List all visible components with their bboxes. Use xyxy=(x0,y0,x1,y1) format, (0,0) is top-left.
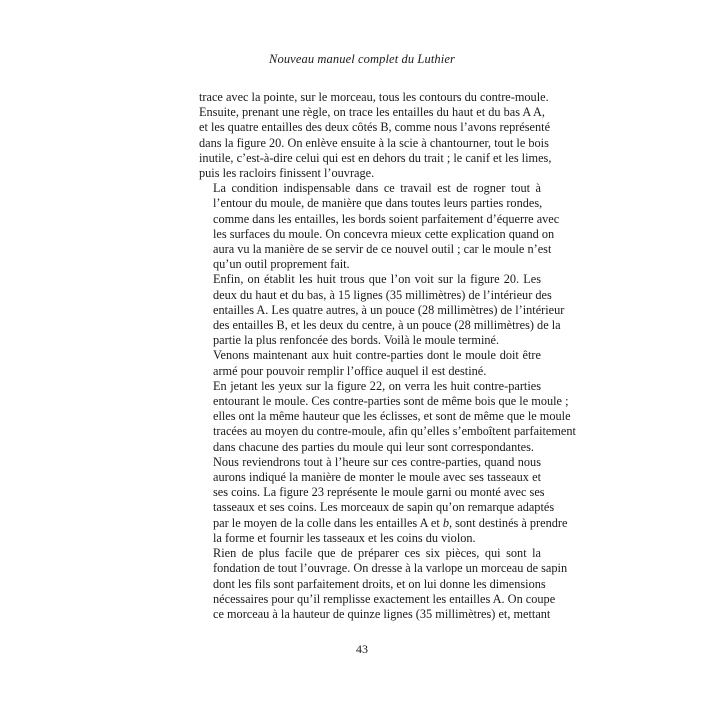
text-line: nécessaires pour qu’il remplisse exactement les entailles A. On coupe xyxy=(213,591,556,606)
paragraph xyxy=(199,546,568,622)
text-line: les surfaces du moule. On concevra mieux cette explication quand on xyxy=(213,226,555,241)
text-line: des entailles B, et les deux du centre, à un pouce (28 millimètres) de la xyxy=(213,318,561,333)
page-number: 43 xyxy=(356,642,368,656)
text-line: tasseaux et ses coins. Les morceaux de sapin qu’on remarque adaptés xyxy=(213,500,555,515)
paragraph xyxy=(199,272,565,348)
text-line: fondation de tout l’ouvrage. On dresse à la varlope un morceau de sapin xyxy=(213,561,568,576)
paragraph xyxy=(199,90,552,181)
text-line: Venons maintenant aux huit contre-parties dont le moule doit être xyxy=(213,348,541,363)
text-line: En jetant les yeux sur la figure 22, on verra les huit contre-parties xyxy=(213,378,541,393)
text-line: ses coins. La figure 23 représente le moule garni ou monté avec ses xyxy=(213,485,545,500)
text-line: elles ont la même hauteur que les éclisses, et sont de même que le moule xyxy=(213,409,571,424)
text-line: La condition indispensable dans ce travail est de rogner tout à xyxy=(213,181,541,196)
paragraph xyxy=(199,378,576,455)
text-line: trace avec la pointe, sur le morceau, tous les contours du contre-moule. xyxy=(199,90,549,104)
text-line: dont les fils sont parfaitement droits, et on lui donne les dimensions xyxy=(213,576,546,591)
text-line: dans la figure 20. On enlève ensuite à la scie à chantourner, tout le bois xyxy=(199,135,549,150)
paragraph xyxy=(199,181,560,272)
text-line: ce morceau à la hauteur de quinze lignes (35 millimètres) et, mettant xyxy=(213,606,551,621)
text-line: aurons indiqué la manière de monter le moule avec ses tasseaux et xyxy=(213,470,541,485)
text-line: tracées au moyen du contre-moule, afin qu’elles s’emboîtent parfaitement xyxy=(213,424,576,439)
text-line: Rien de plus facile que de préparer ces six pièces, qui sont la xyxy=(213,546,541,561)
body-text xyxy=(199,90,576,622)
text-line: qu’un outil proprement fait. xyxy=(213,257,350,272)
text-line: et les quatre entailles des deux côtés B, comme nous l’avons représenté xyxy=(199,120,551,135)
text-line: aura vu la manière de se servir de ce nouvel outil ; car le moule n’est xyxy=(213,242,552,257)
paragraph xyxy=(199,348,541,378)
text-line: comme dans les entailles, les bords soient parfaitement d’équerre avec xyxy=(213,211,560,226)
text-line: entourant le moule. Ces contre-parties sont de même bois que le moule ; xyxy=(213,394,569,409)
text-line: armé pour pouvoir remplir l’office auquel il est destiné. xyxy=(213,363,487,378)
text-line: puis les racloirs finissent l’ouvrage. xyxy=(199,166,375,181)
text-line: partie la plus renfoncée des bords. Voilà le moule terminé. xyxy=(213,333,500,348)
text-line: inutile, c’est-à-dire celui qui est en dehors du trait ; le canif et les limes, xyxy=(199,150,552,165)
text-line: la forme et fournir les tasseaux et les coins du violon. xyxy=(213,530,476,545)
text-line: dans chacune des parties du moule qui leur sont correspondantes. xyxy=(213,439,534,454)
text-line: par le moyen de la colle dans les entailles A et b, sont destinés à prendre xyxy=(213,515,568,530)
paragraph xyxy=(199,454,568,546)
text-line: l’entour du moule, de manière que dans toutes leurs parties rondes, xyxy=(213,196,543,211)
running-title: Nouveau manuel complet du Luthier xyxy=(269,52,455,66)
text-line: entailles A. Les quatre autres, à un pouce (28 millimètres) de l’intérieur xyxy=(213,302,565,317)
text-line: deux du haut et du bas, à 15 lignes (35 millimètres) de l’intérieur des xyxy=(213,287,552,302)
text-line: Ensuite, prenant une règle, on trace les entailles du haut et du bas A A, xyxy=(199,105,545,120)
text-line: Nous reviendrons tout à l’heure sur ces contre-parties, quand nous xyxy=(213,454,541,469)
text-line: Enfin, on établit les huit trous que l’on voit sur la figure 20. Les xyxy=(213,272,541,287)
